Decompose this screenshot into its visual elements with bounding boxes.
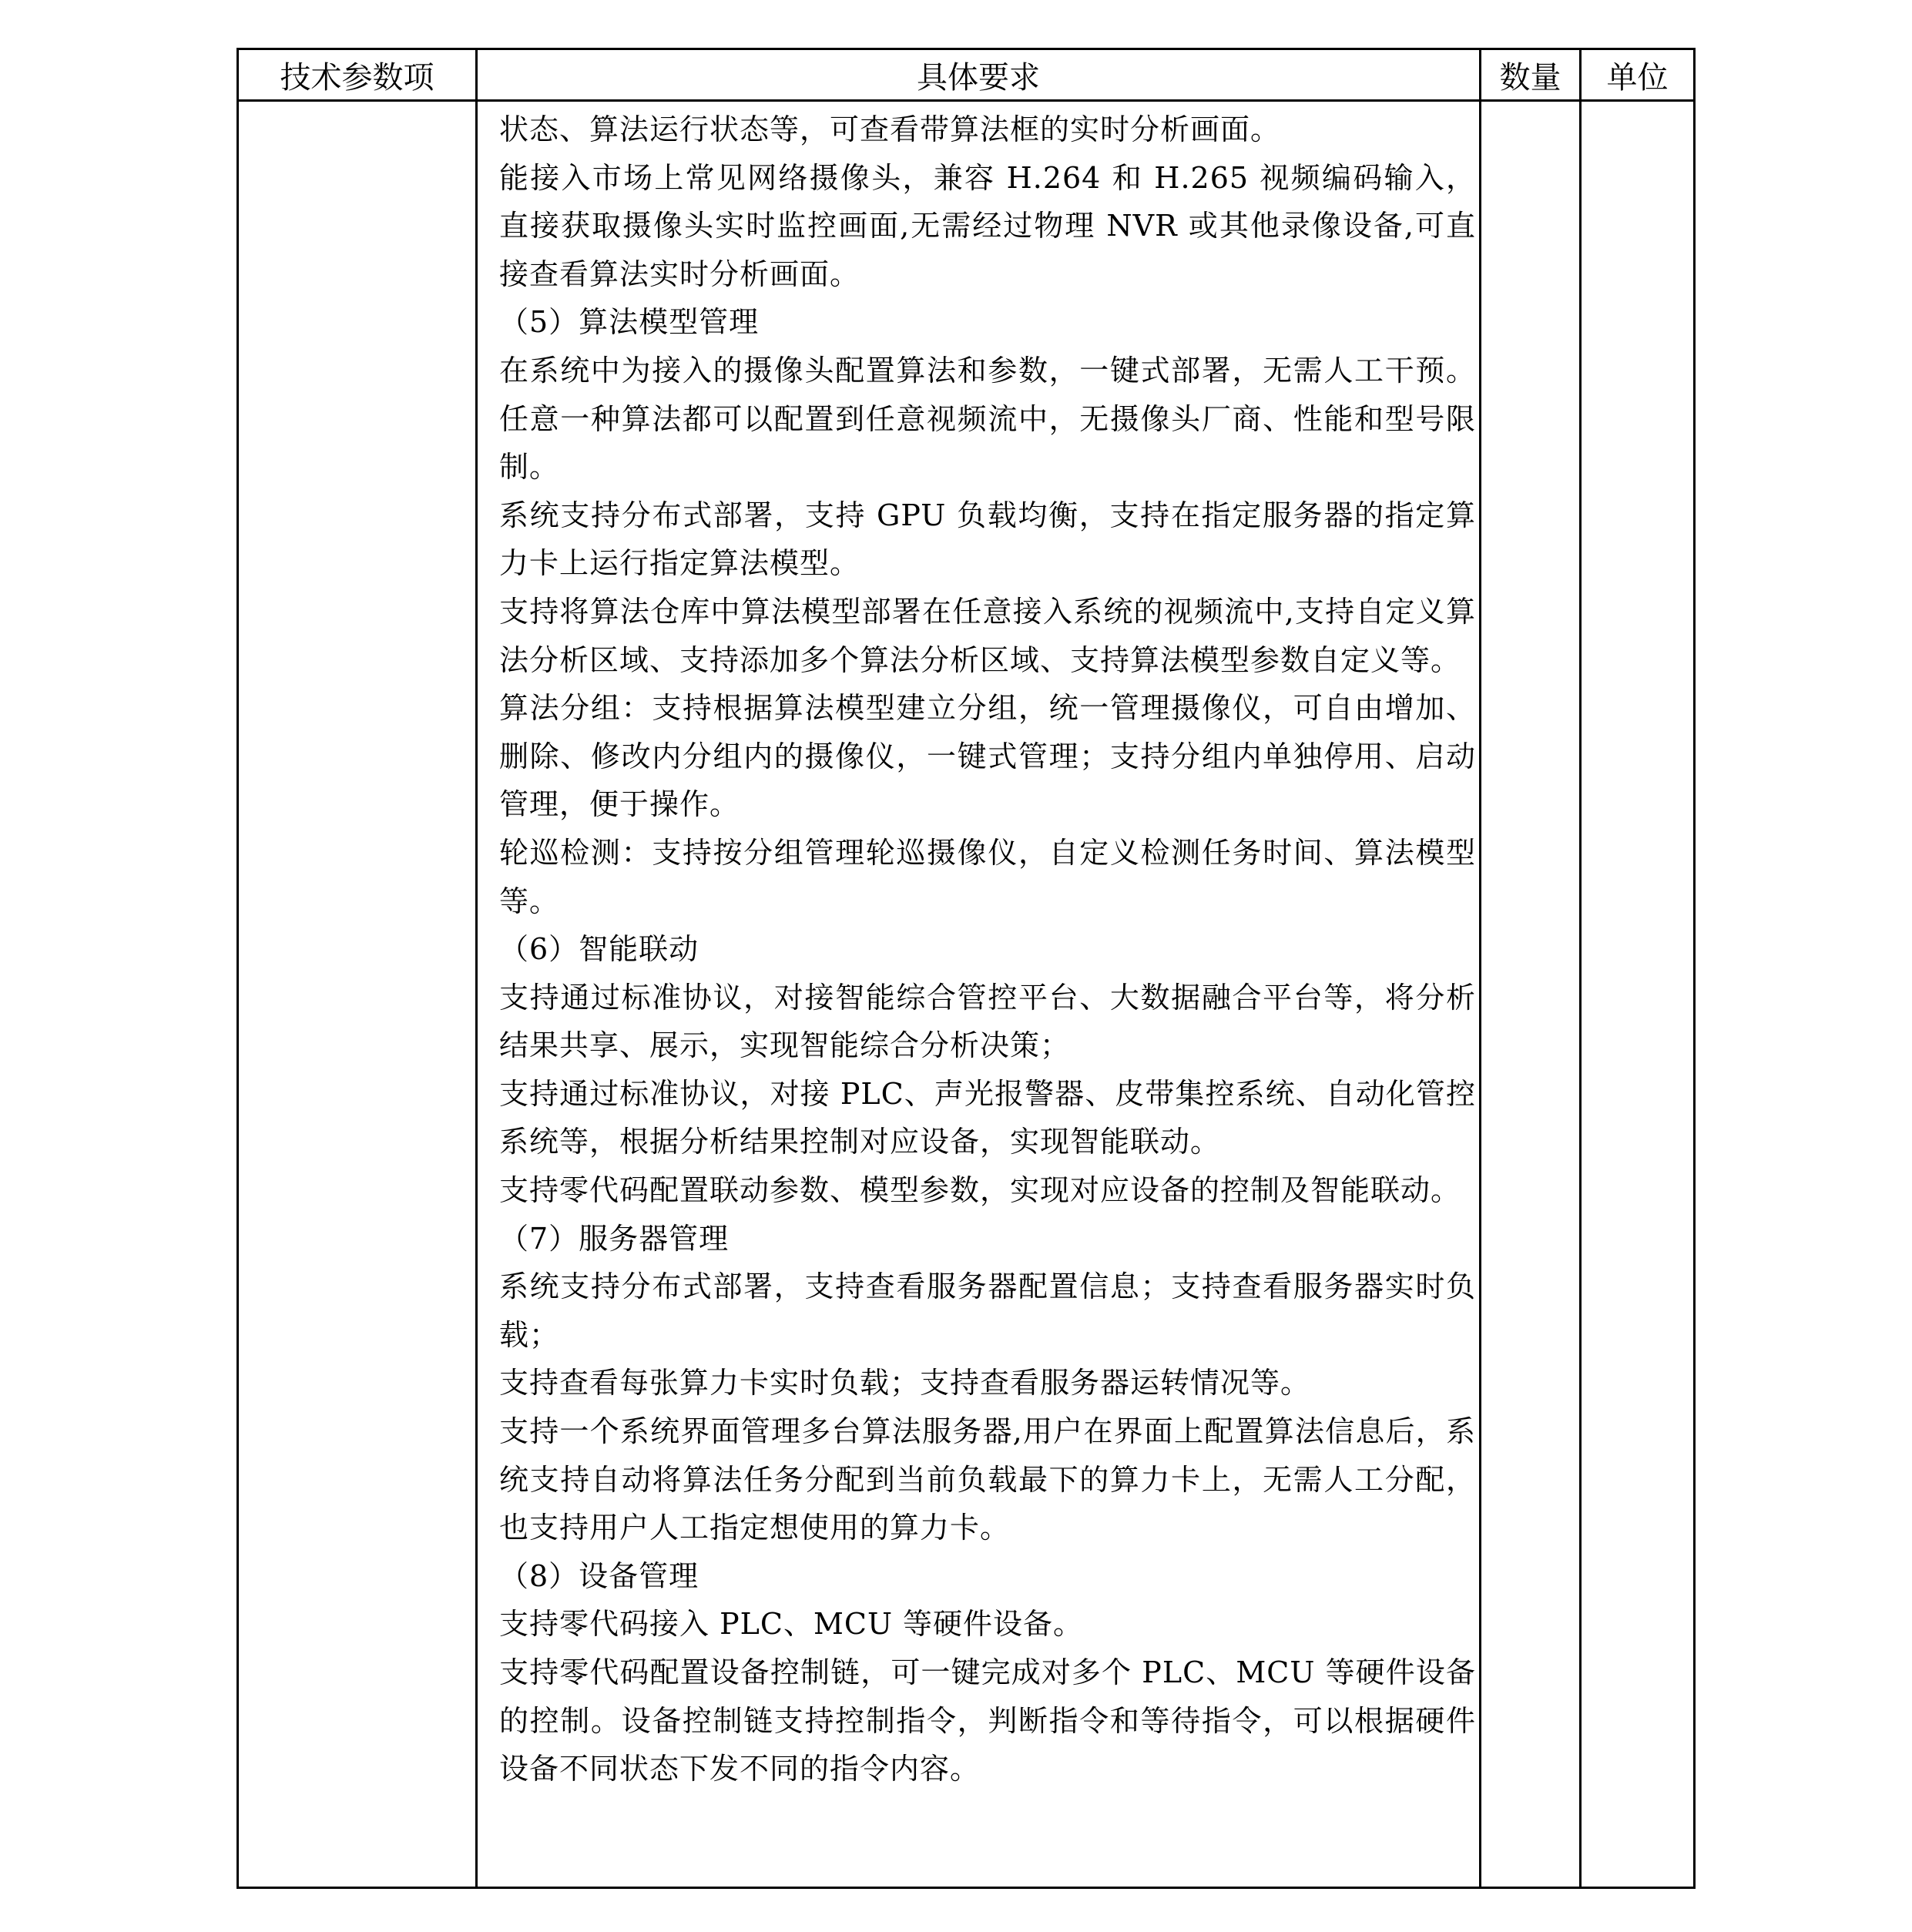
paragraph: 支持一个系统界面管理多台算法服务器,用户在界面上配置算法信息后，系统支持自动将算法任务分配到当前负载最下的算力卡上，无需人工分配，也支持用户人工指定想使用的算力卡。 — [499, 1414, 1476, 1545]
requirements-text — [499, 106, 1476, 1793]
paragraph: 支持零代码接入 PLC、MCU 等硬件设备。 — [499, 1607, 1084, 1642]
paragraph: 支持零代码配置设备控制链，可一键完成对多个 PLC、MCU 等硬件设备的控制。设备控制链支持控制指令，判断指令和等待指令，可以根据硬件设备不同状态下发不同的指令内容。 — [499, 1655, 1476, 1786]
paragraph: 支持通过标准协议，对接 PLC、声光报警器、皮带集控系统、自动化管控系统等，根据分析结果控制对应设备，实现智能联动。 — [499, 1076, 1476, 1159]
section-heading: （6）智能联动 — [499, 932, 699, 967]
paragraph: 算法分组：支持根据算法模型建立分组，统一管理摄像仪，可自由增加、删除、修改内分组内的摄像仪，一键式管理；支持分组内单独停用、启动管理，便于操作。 — [499, 691, 1476, 822]
paragraph: 状态、算法运行状态等，可查看带算法框的实时分析画面。 — [499, 112, 1281, 146]
header-quantity: 数量 — [1499, 59, 1561, 96]
paragraph: 系统支持分布式部署，支持 GPU 负载均衡，支持在指定服务器的指定算力卡上运行指定算法模型。 — [499, 498, 1476, 581]
paragraph: 轮巡检测：支持按分组管理轮巡摄像仪，自定义检测任务时间、算法模型等。 — [499, 835, 1476, 918]
paragraph: 系统支持分布式部署，支持查看服务器配置信息；支持查看服务器实时负载； — [499, 1270, 1476, 1352]
column-divider-2 — [1479, 50, 1481, 1887]
paragraph: 在系统中为接入的摄像头配置算法和参数，一键式部署，无需人工干预。任意一种算法都可以配置到任意视频流中，无摄像头厂商、性能和型号限制。 — [499, 353, 1476, 485]
header-requirements: 具体要求 — [917, 59, 1040, 96]
paragraph: 支持查看每张算力卡实时负载；支持查看服务器运转情况等。 — [499, 1366, 1311, 1400]
header-tech-param: 技术参数项 — [280, 59, 434, 96]
header-divider — [239, 99, 1693, 102]
section-heading: （8）设备管理 — [499, 1558, 699, 1593]
paragraph: 能接入市场上常见网络摄像头，兼容 H.264 和 H.265 视频编码输入，直接获取摄像头实时监控画面,无需经过物理 NVR 或其他录像设备,可直接查看算法实时分析画面。 — [499, 160, 1476, 291]
paragraph: 支持通过标准协议，对接智能综合管控平台、大数据融合平台等，将分析结果共享、展示，实现智能综合分析决策； — [499, 980, 1476, 1063]
paragraph: 支持将算法仓库中算法模型部署在任意接入系统的视频流中,支持自定义算法分析区域、支持添加多个算法分析区域、支持算法模型参数自定义等。 — [499, 594, 1476, 677]
requirements-table — [236, 48, 1696, 1889]
column-divider-3 — [1579, 50, 1582, 1887]
paragraph: 支持零代码配置联动参数、模型参数，实现对应设备的控制及智能联动。 — [499, 1173, 1461, 1208]
header-unit: 单位 — [1606, 59, 1669, 96]
section-heading: （5）算法模型管理 — [499, 305, 760, 340]
column-divider-1 — [475, 50, 478, 1887]
section-heading: （7）服务器管理 — [499, 1221, 730, 1256]
